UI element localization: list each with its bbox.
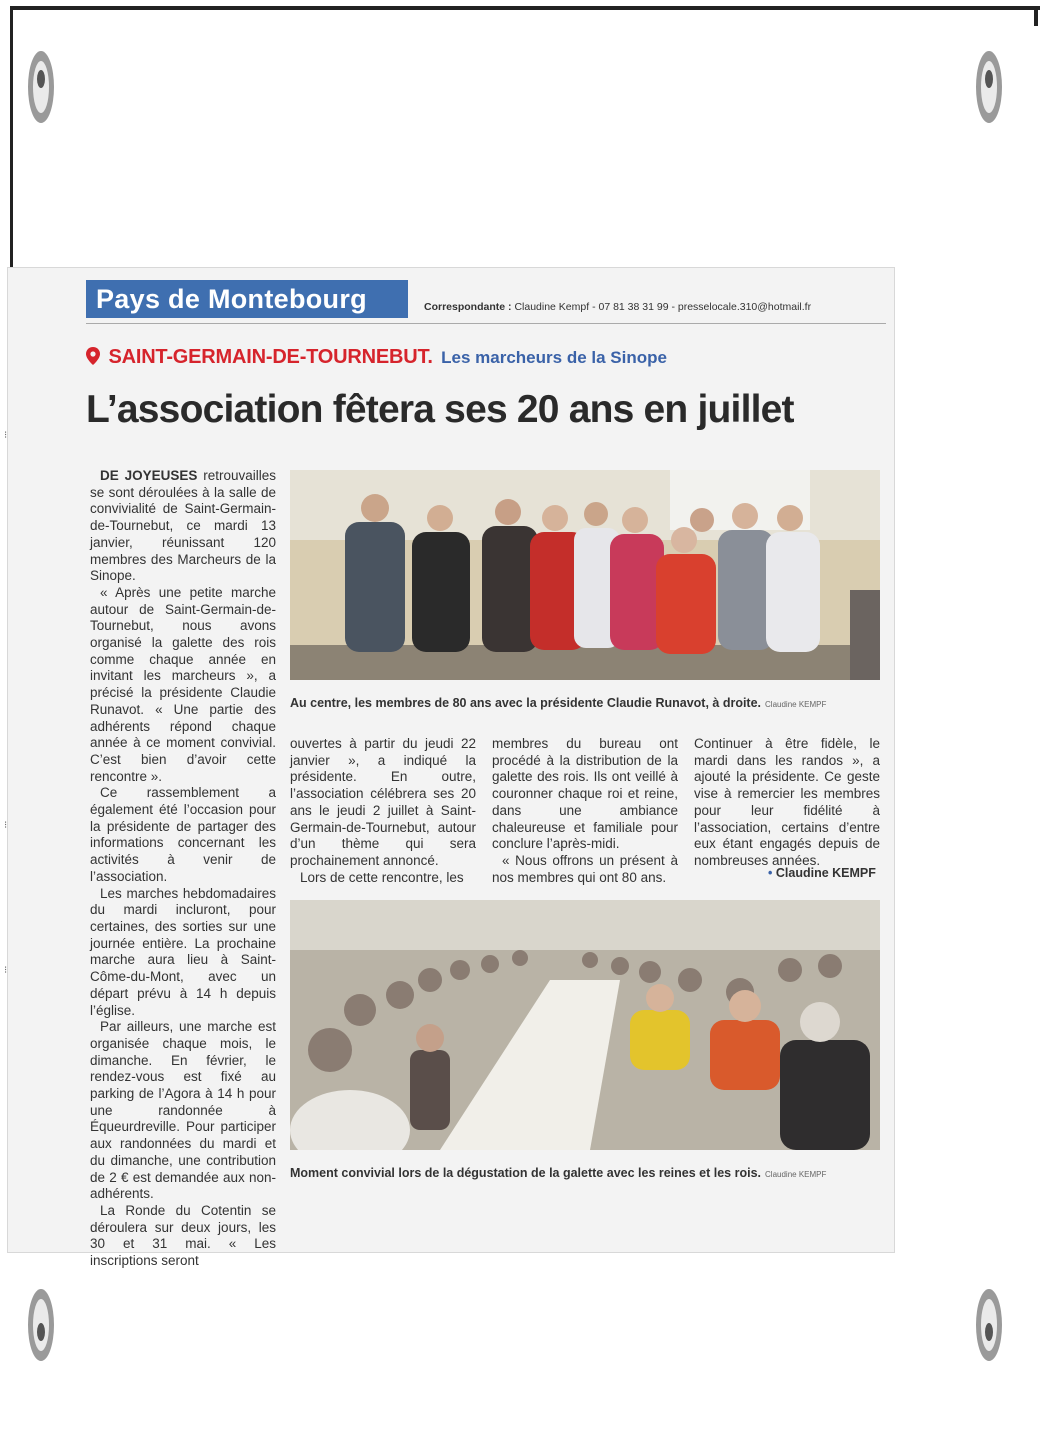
kicker-subtitle: Les marcheurs de la Sinope: [441, 348, 667, 367]
lead-in: DE JOYEUSES: [100, 468, 198, 483]
paragraph: membres du bureau ont procédé à la distribution de la galette des rois. Ils ont veillé à couronner chaque roi et reine, dans une ambiance chaleureuse et familiale pour conclure l’après-midi.: [492, 736, 678, 852]
scan-border-left: [10, 6, 13, 276]
kicker-place: SAINT-GERMAIN-DE-TOURNEBUT.: [108, 346, 433, 368]
scan-border-right: [1034, 6, 1038, 26]
scan-mark: ⁝: [4, 820, 8, 831]
contact-label: Correspondante :: [424, 301, 512, 313]
binder-clip-icon: [24, 1282, 58, 1368]
kicker: [86, 346, 667, 369]
headline: L’association fêtera ses 20 ans en juillet: [86, 388, 794, 431]
paragraph: ouvertes à partir du jeudi 22 janvier », a indiqué la présidente. En outre, l’association célébrera ses 20 ans le jeudi 2 juillet à Saint-Germain-de-Tournebut, autour d’un thème qui sera prochainement annoncé.: [290, 736, 476, 868]
contact-text: Claudine Kempf - 07 81 38 31 99 - presselocale.310@hotmail.fr: [514, 301, 812, 313]
article-column-4: [694, 736, 880, 870]
photo-credit: Claudine KEMPF: [765, 700, 827, 709]
section-banner: Pays de Montebourg: [86, 280, 408, 318]
paragraph: Lors de cette rencontre, les: [300, 869, 464, 885]
article-column-3: [492, 736, 678, 886]
paragraph: Les marches hebdomadaires du mardi incluront, pour certaines, des sorties sur une journée entière. La prochaine marche aura lieu à Saint-Côme-du-Mont, avec un départ prévu à 14 h depuis l’église.: [90, 885, 276, 1018]
article-column-1: [90, 468, 276, 1270]
paragraph: « Nous offrons un présent à nos membres qui ont 80 ans.: [492, 852, 678, 885]
binder-clip-icon: [24, 44, 58, 130]
photo-caption: [290, 1166, 826, 1180]
binder-clip-icon: [972, 44, 1006, 130]
map-pin-icon: [86, 347, 100, 365]
paragraph: « Après une petite marche autour de Saint-Germain-de-Tournebut, nous avons organisé la galette des rois comme chaque année en invitant les marcheurs », a précisé la présidente Claudie Runavot. « Une partie des adhérents répond chaque année à ce moment convivial. C’est bien d’avoir cette rencontre ».: [90, 584, 276, 784]
article-column-2: [290, 736, 476, 886]
banquet-photo: [290, 900, 880, 1150]
byline-name: Claudine KEMPF: [775, 866, 876, 880]
binder-clip-icon: [972, 1282, 1006, 1368]
correspondent-contact: [424, 301, 811, 313]
caption-text: Au centre, les membres de 80 ans avec la présidente Claudie Runavot, à droite.: [290, 696, 762, 710]
caption-text: Moment convivial lors de la dégustation de la galette avec les reines et les rois.: [290, 1166, 762, 1180]
paragraph: retrouvailles se sont déroulées à la salle de convivialité de Saint-Germain-de-Tournebut, ce mardi 13 janvier, réunissant 120 membres des Marcheurs de la Sinope.: [90, 468, 276, 584]
photo-credit: Claudine KEMPF: [765, 1170, 827, 1179]
newspaper-clipping: [8, 268, 894, 1269]
scan-mark: ⁝: [4, 965, 8, 976]
header-divider: [86, 323, 886, 324]
paragraph: Continuer à être fidèle, le mardi dans les randos », a ajouté la présidente. Ce geste vise à remercier les membres pour leur fidélité à l’association, certains d’entre eux étant engagés depuis de nombreuses années.: [694, 736, 880, 868]
scan-border-top: [10, 6, 1040, 10]
paragraph: Par ailleurs, une marche est organisée chaque mois, le dimanche. En février, le rendez-vous est fixé au parking de l’Agora à 14 h pour une randonnée à Équeurdreville. Pour participer aux randonnées du mardi et du dimanche, une contribution de 2 € est demandée aux non-adhérents.: [90, 1019, 276, 1202]
byline-bullet: •: [768, 866, 773, 880]
paragraph: Ce rassemblement a également été l’occasion pour la présidente de partager des informations concernant les activités à venir de l’association.: [90, 785, 276, 884]
scan-mark: ⁝: [4, 430, 8, 441]
paragraph: La Ronde du Cotentin se déroulera sur deux jours, les 30 et 31 mai. « Les inscriptions seront: [90, 1202, 276, 1269]
byline: [768, 866, 876, 880]
photo-caption: [290, 696, 826, 710]
group-photo: [290, 470, 880, 680]
